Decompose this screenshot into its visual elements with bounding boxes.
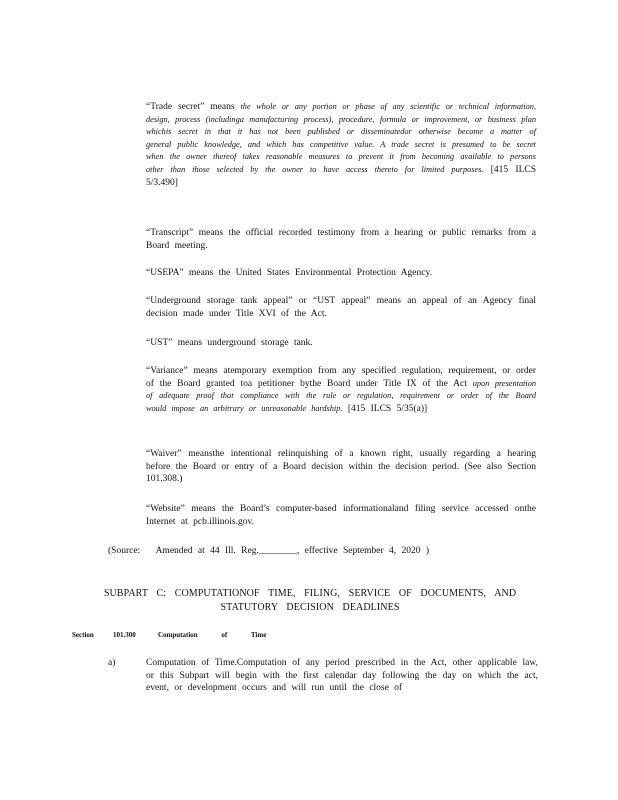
definition-ust-appeal bbox=[146, 295, 536, 320]
definition-ust bbox=[146, 337, 536, 350]
subpart-heading-line1: SUBPART C: COMPUTATIONOF TIME, FILING, SERVICE OF DOCUMENTS, AND bbox=[103, 588, 517, 599]
definition-variance bbox=[146, 365, 536, 415]
definition-trade-secret bbox=[146, 101, 536, 189]
section-number: 101.300 bbox=[113, 631, 136, 639]
definition-website bbox=[146, 503, 536, 528]
definition-term: “USEPA” means the United States Environmental Protection Agency. bbox=[146, 268, 432, 278]
definition-term: “Website” means the Board’s computer-based informationaland filing service accessed onthe Internet at pcb.illinois.gov. bbox=[146, 504, 536, 527]
source-text: Amended at 44 Ill. Reg.________, effective September 4, 2020 ) bbox=[155, 546, 430, 556]
citation: [415 ILCS 5/3.490] bbox=[146, 164, 536, 188]
definition-term: “Waiver” meansthe intentional relinquishing of a known right, usually regarding a hearing before the Board or entry of a Board decision within the decision period. (See also Section 101.308.) bbox=[146, 449, 536, 485]
paragraph-marker: a) bbox=[108, 658, 116, 668]
section-title: Computation of Time bbox=[158, 631, 267, 639]
definition-usepa bbox=[146, 267, 536, 280]
definition-term: “Variance” means atemporary exemption from any specified regulation, requirement, or order of the Board granted toa petitioner bythe Board under Title IX of the Act bbox=[146, 366, 536, 389]
paragraph-a-text: Computation of Time.Computation of any period prescribed in the Act, other applicable law, or this Subpart will begin with the first calendar day following the day on which the act, event, or development occurs and will run until the close of bbox=[146, 658, 538, 694]
subpart-heading-line2: STATUTORY DECISION DEADLINES bbox=[220, 602, 400, 613]
definition-term: “UST” means underground storage tank. bbox=[146, 338, 313, 348]
definition-body: the whole or any portion or phase of any scientific or technical information, design, process (includinga manufacturing process), procedure, formula or improvement, or business plan whichis secret in that it has not been published or disseminatedor otherwise become a matter of general public knowledge, and which has competitive value. A trade secret is presumed to be secret when the owner thereof takes reasonable measures to prevent it from becoming available to persons other than those selected by the owner to have access thereto for limited purposes. bbox=[146, 102, 537, 174]
source-label: (Source: bbox=[108, 546, 141, 556]
source-note bbox=[108, 545, 429, 557]
definition-transcript bbox=[146, 227, 536, 252]
definition-body: upon presentation of adequate proof that compliance with the rule or regulation, requirement or order of the Board would impose an arbitrary or unreasonable hardship. bbox=[146, 378, 536, 413]
definition-waiver bbox=[146, 448, 536, 486]
section-label: Section bbox=[72, 631, 94, 639]
definition-term: “Transcript” means the official recorded testimony from a hearing or public remarks from a Board meeting. bbox=[146, 228, 536, 251]
definition-term: “Underground storage tank appeal” or “UST appeal” means an appeal of an Agency final decision made under Title XVI of the Act. bbox=[146, 296, 536, 319]
citation: [415 ILCS 5/35(a)] bbox=[347, 403, 428, 414]
definition-term: “Trade secret” means bbox=[146, 102, 235, 112]
